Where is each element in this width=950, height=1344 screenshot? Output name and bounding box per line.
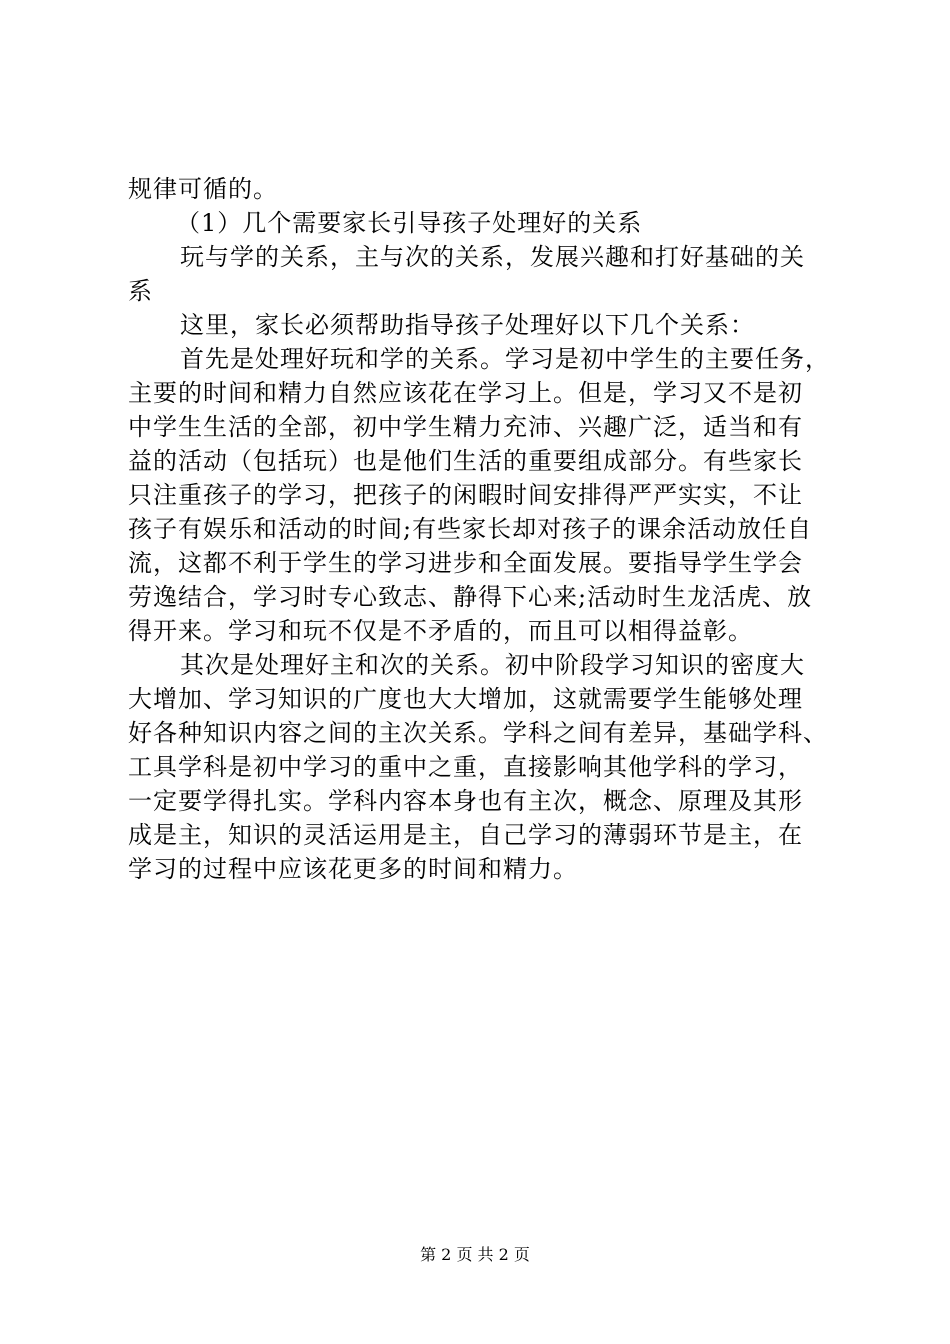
text-line: 系: [128, 277, 153, 305]
text-line: 工具学科是初中学习的重中之重，直接影响其他学科的学习，: [128, 753, 803, 781]
text-line: 好各种知识内容之间的主次关系。学科之间有差异，基础学科、: [128, 719, 828, 747]
text-line: 只注重孩子的学习，把孩子的闲暇时间安排得严严实实，不让: [128, 481, 803, 509]
text-line: 流，这都不利于学生的学习进步和全面发展。要指导学生学会: [128, 549, 803, 577]
text-line: 益的活动（包括玩）也是他们生活的重要组成部分。有些家长: [128, 447, 803, 475]
text-line: 孩子有娱乐和活动的时间;有些家长却对孩子的课余活动放任自: [128, 515, 813, 543]
text-line: 主要的时间和精力自然应该花在学习上。但是，学习又不是初: [128, 379, 803, 407]
text-line: 一定要学得扎实。学科内容本身也有主次，概念、原理及其形: [128, 787, 803, 815]
text-line: 成是主，知识的灵活运用是主，自己学习的薄弱环节是主，在: [128, 821, 803, 849]
text-line: 这里，家长必须帮助指导孩子处理好以下几个关系：: [180, 311, 755, 339]
text-line: 其次是处理好主和次的关系。初中阶段学习知识的密度大: [180, 651, 805, 679]
page-footer: 第 2 页 共 2 页: [420, 1245, 530, 1264]
text-line: 大增加、学习知识的广度也大大增加，这就需要学生能够处理: [128, 685, 803, 713]
text-line: 玩与学的关系，主与次的关系，发展兴趣和打好基础的关: [180, 243, 805, 271]
text-line: 学习的过程中应该花更多的时间和精力。: [128, 855, 578, 883]
text-line: 首先是处理好玩和学的关系。学习是初中学生的主要任务，: [180, 345, 830, 373]
text-line: （1）几个需要家长引导孩子处理好的关系: [176, 209, 643, 237]
text-line: 规律可循的。: [128, 175, 278, 203]
text-line: 劳逸结合，学习时专心致志、静得下心来;活动时生龙活虎、放: [128, 583, 813, 611]
text-line: 中学生生活的全部，初中学生精力充沛、兴趣广泛，适当和有: [128, 413, 803, 441]
text-line: 得开来。学习和玩不仅是不矛盾的，而且可以相得益彰。: [128, 617, 753, 645]
